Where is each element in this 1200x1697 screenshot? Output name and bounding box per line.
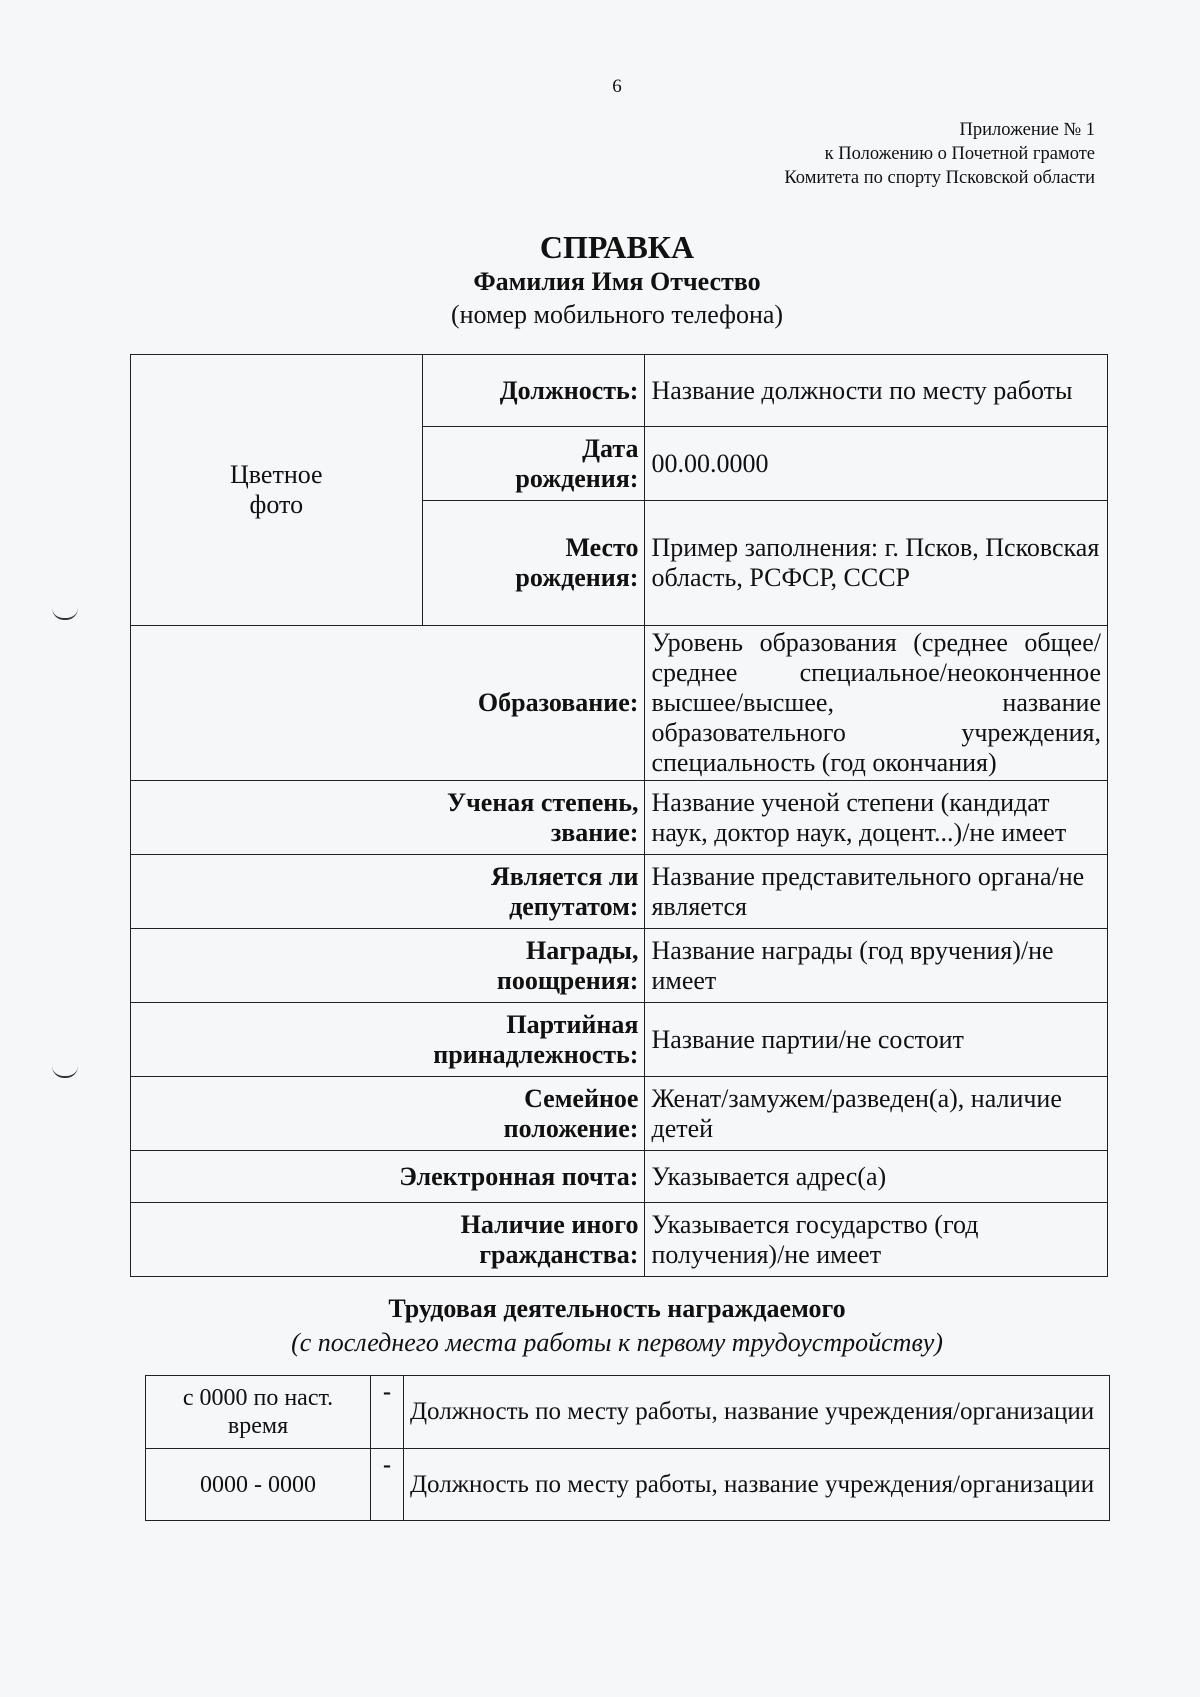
deputy-value: Название представительного органа/не является: [645, 855, 1108, 929]
party-label-line-2: принадлежность:: [433, 1039, 639, 1069]
position-value: Название должности по месту работы: [645, 355, 1108, 427]
awards-label-line-1: Награды,: [526, 935, 639, 965]
table-row: [131, 781, 1108, 855]
deputy-label-line-1: Является ли: [491, 861, 639, 891]
citizenship-label: [131, 1203, 645, 1277]
phone-placeholder: (номер мобильного телефона): [450, 300, 784, 329]
appendix-line-1: Приложение № 1: [959, 120, 1095, 140]
party-label: [131, 1003, 645, 1077]
degree-label-line-2: звание:: [550, 817, 639, 847]
labor-section-subtitle: (с последнего места работы к первому трудоустройству): [291, 1328, 943, 1357]
family-value: Женат/замужем/разведен(а), наличие детей: [645, 1077, 1108, 1151]
document-title: СПРАВКА: [539, 229, 695, 265]
table-row: [146, 1449, 1110, 1521]
awards-value: Название награды (год вручения)/не имеет: [645, 929, 1108, 1003]
table-row: [131, 1077, 1108, 1151]
photo-label-line-1: Цветное: [230, 460, 323, 489]
table-row: [131, 1203, 1108, 1277]
personal-info-table: [130, 354, 1108, 1277]
labor-period: с 0000 по наст. время: [146, 1376, 371, 1449]
degree-value: Название ученой степени (кандидат наук, доктор наук, доцент...)/не имеет: [645, 781, 1108, 855]
labor-description: Должность по месту работы, название учреждения/организации: [404, 1376, 1110, 1449]
citizenship-label-line-2: гражданства:: [479, 1239, 639, 1269]
punch-hole-mark: [52, 608, 78, 620]
page-number: 6: [612, 76, 622, 97]
birth-date-value: 00.00.0000: [645, 427, 1108, 501]
full-name-placeholder: Фамилия Имя Отчество: [473, 267, 761, 296]
labor-description: Должность по месту работы, название учреждения/организации: [404, 1449, 1110, 1521]
labor-history-table: [145, 1375, 1110, 1521]
education-value: Уровень образования (среднее общее/среднее специальное/неоконченное высшее/высшее, название образовательного учреждения, специальность (год окончания): [645, 626, 1108, 781]
birth-place-label-line-1: Место: [565, 533, 639, 562]
birth-date-label-line-1: Дата: [582, 433, 639, 463]
birth-place-label: [422, 501, 645, 626]
degree-label-line-1: Ученая степень,: [447, 787, 639, 817]
awards-label-line-2: поощрения:: [496, 965, 639, 995]
citizenship-label-line-1: Наличие иного: [460, 1209, 639, 1239]
family-label-line-1: Семейное: [524, 1083, 639, 1113]
labor-section-title: Трудовая деятельность награждаемого: [388, 1294, 846, 1323]
table-row: [131, 929, 1108, 1003]
table-row: [146, 1376, 1110, 1449]
table-row: [131, 1151, 1108, 1203]
position-label: Должность:: [422, 355, 645, 427]
email-label: Электронная почта:: [131, 1151, 645, 1203]
family-label: [131, 1077, 645, 1151]
labor-dash: -: [371, 1449, 404, 1521]
title-block: [0, 228, 1200, 332]
birth-place-value: Пример заполнения: г. Псков, Псковская область, РСФСР, СССР: [645, 501, 1108, 626]
citizenship-value: Указывается государство (год получения)/не имеет: [645, 1203, 1108, 1277]
email-value: Указывается адрес(а): [645, 1151, 1108, 1203]
awards-label: [131, 929, 645, 1003]
party-label-line-1: Партийная: [506, 1009, 639, 1039]
birth-date-label-line-2: рождения:: [515, 463, 639, 493]
birth-place-label-line-2: рождения:: [515, 563, 639, 592]
appendix-note: [784, 118, 1095, 190]
appendix-line-2: к Положению о Почетной грамоте: [824, 144, 1095, 164]
birth-date-label: [422, 427, 645, 501]
punch-hole-mark: [52, 1066, 78, 1078]
deputy-label-line-2: депутатом:: [509, 891, 639, 921]
table-row: [131, 355, 1108, 427]
table-row: [131, 626, 1108, 781]
education-label: Образование:: [131, 626, 645, 781]
photo-cell: [131, 355, 423, 626]
degree-label: [131, 781, 645, 855]
photo-label-line-2: фото: [249, 490, 304, 519]
table-row: [131, 1003, 1108, 1077]
party-value: Название партии/не состоит: [645, 1003, 1108, 1077]
appendix-line-3: Комитета по спорту Псковской области: [784, 168, 1095, 188]
family-label-line-2: положение:: [503, 1113, 639, 1143]
labor-period: 0000 - 0000: [146, 1449, 371, 1521]
deputy-label: [131, 855, 645, 929]
table-row: [131, 855, 1108, 929]
labor-dash: -: [371, 1376, 404, 1449]
